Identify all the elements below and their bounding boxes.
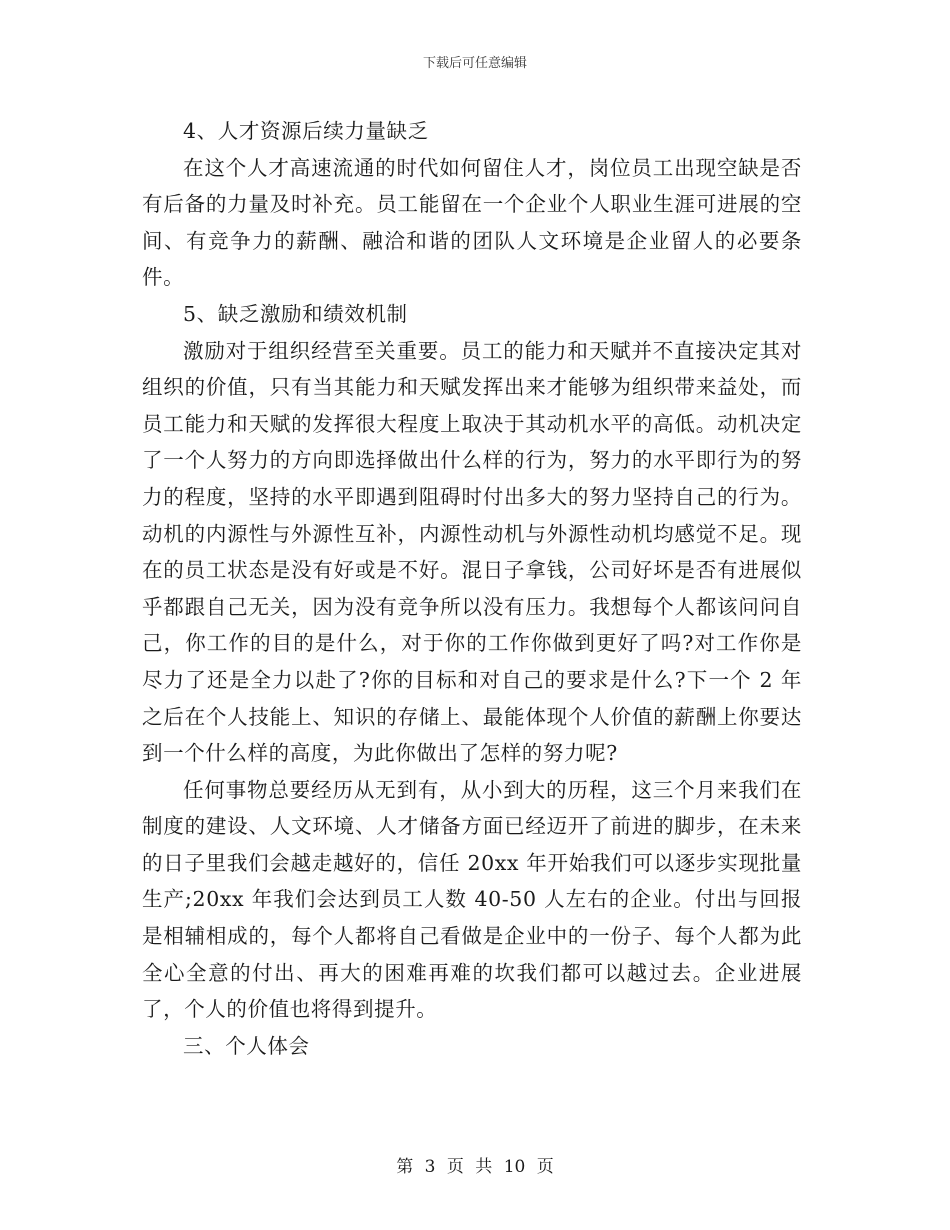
paragraph-talent-reserve: 在这个人才高速流通的时代如何留住人才，岗位员工出现空缺是否有后备的力量及时补充。员工能留在一个企业个人职业生涯可进展的空间、有竞争力的薪酬、融洽和谐的团队人文环境是企业留人的必要条件。	[142, 155, 802, 290]
paragraph-outlook: 任何事物总要经历从无到有，从小到大的历程，这三个月来我们在制度的建设、人文环境、人才储备方面已经迈开了前进的脚步，在未来的日子里我们会越走越好的，信任 20xx 年开始我们可以逐步实现批量生产;20xx 年我们会达到员工人数 40-50 人左右的企业。付出与回报是相辅相成的，每个人都将自己看做是企业中的一份子、每个人都为此全心全意的付出、再大的困难再难的坎我们都可以越过去。企业进展了，个人的价值也将得到提升。	[142, 777, 802, 1022]
section-heading-personal: 三、个人体会	[183, 1033, 310, 1058]
section-heading-4: 4、人才资源后续力量缺乏	[183, 119, 429, 143]
document-body	[142, 113, 802, 1064]
page-footer: 第 3 页 共 10 页	[396, 1157, 554, 1177]
page-header: 下载后可任意编辑	[422, 56, 527, 71]
paragraph-incentive: 激励对于组织经营至关重要。员工的能力和天赋并不直接决定其对组织的价值，只有当其能力和天赋发挥出来才能够为组织带来益处，而员工能力和天赋的发挥很大程度上取决于其动机水平的高低。动机决定了一个人努力的方向即选择做出什么样的行为，努力的水平即行为的努力的程度，坚持的水平即遇到阻碍时付出多大的努力坚持自己的行为。动机的内源性与外源性互补，内源性动机与外源性动机均感觉不足。现在的员工状态是没有好或是不好。混日子拿钱，公司好坏是否有进展似乎都跟自己无关，因为没有竞争所以没有压力。我想每个人都该问问自己，你工作的目的是什么，对于你的工作你做到更好了吗?对工作你是尽力了还是全力以赴了?你的目标和对自己的要求是什么?下一个 2 年之后在个人技能上、知识的存储上、最能体现个人价值的薪酬上你要达到一个什么样的高度，为此你做出了怎样的努力呢?	[142, 338, 802, 766]
section-heading-5: 5、缺乏激励和绩效机制	[183, 301, 408, 326]
